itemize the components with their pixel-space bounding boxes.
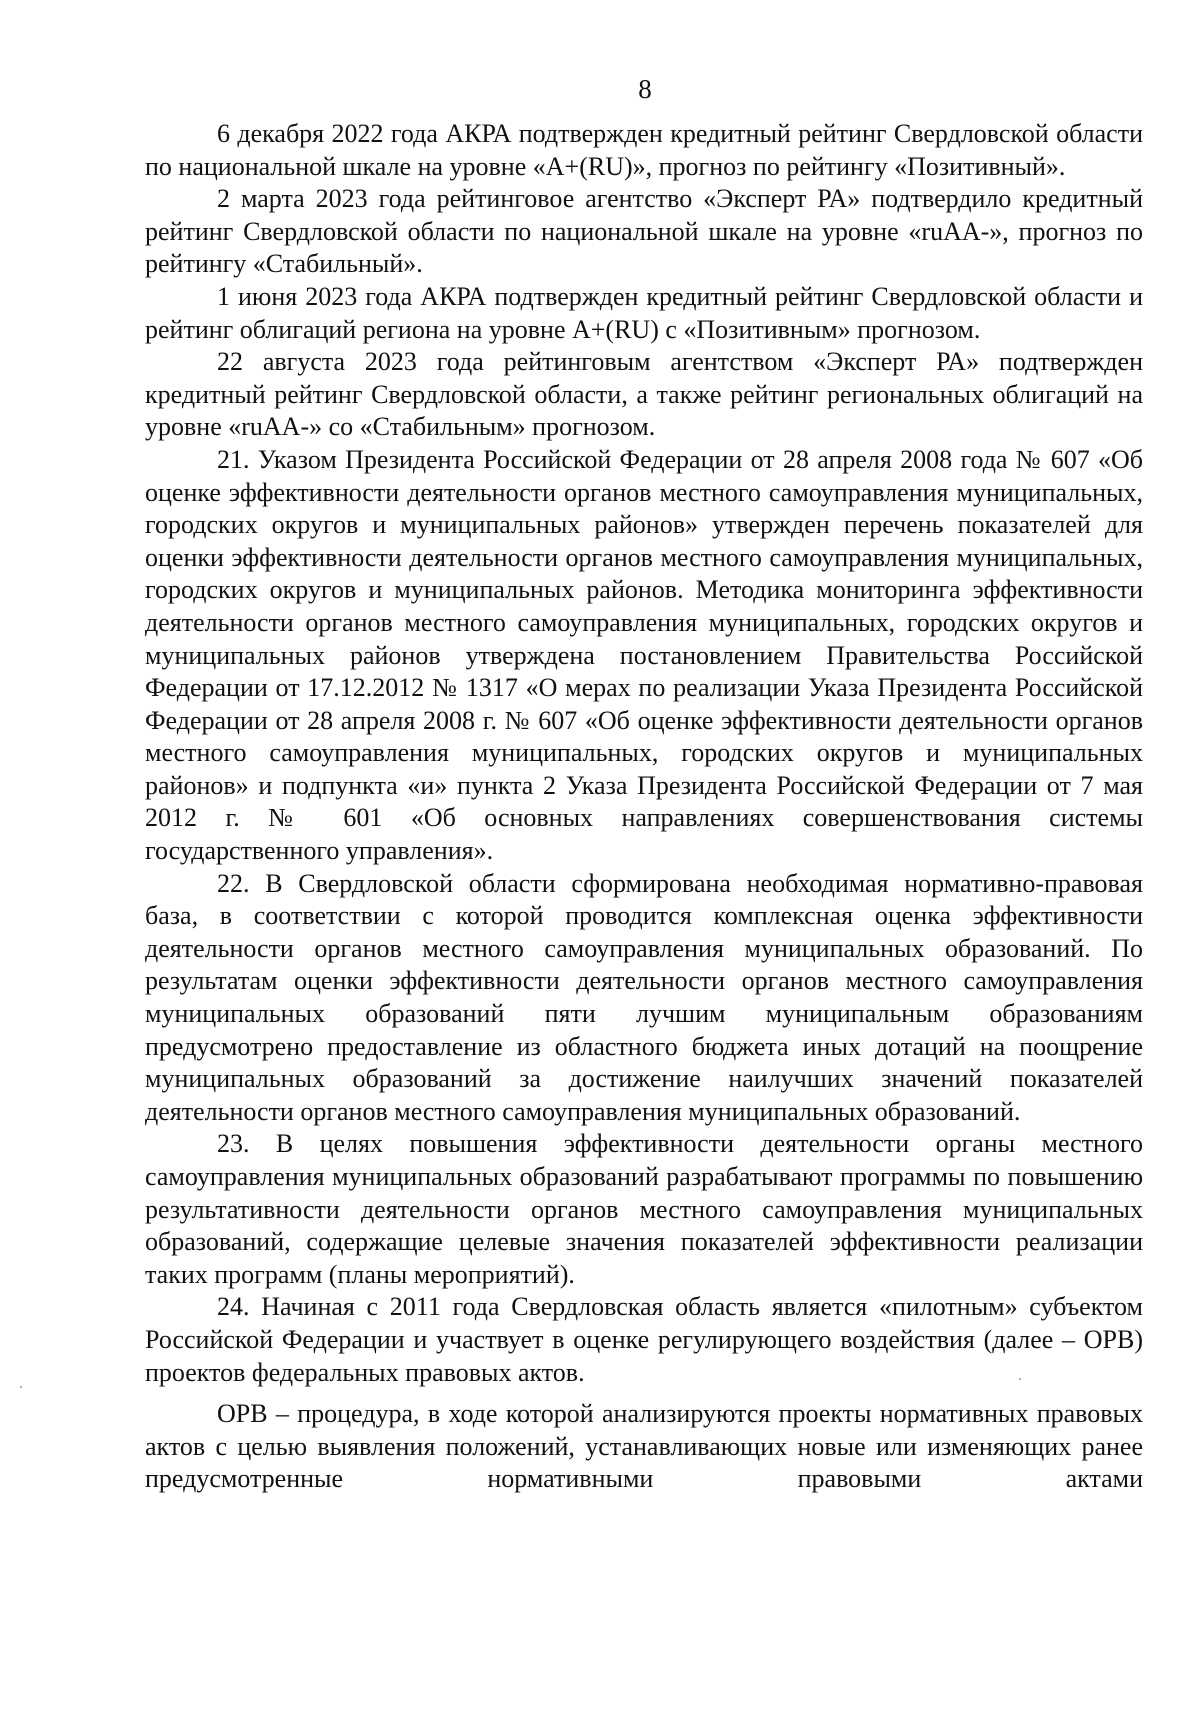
paragraph-item-24: 24. Начиная с 2011 года Свердловская область является «пилотным» субъектом Российской Федерации и участвует в оценке регулирующего воздействия (далее – ОРВ) проектов федеральных правовых актов. <box>145 1292 1143 1387</box>
paragraph-item-22: 22. В Свердловской области сформирована необходимая нормативно-правовая база, в соответствии с которой проводится комплексная оценка эффективности деятельности органов местного самоуправления муниципальных образований. По результатам оценки эффективности деятельности органов местного самоуправления муниципальных образований пяти лучшим муниципальным образованиям предусмотрено предоставление из областного бюджета иных дотаций на поощрение муниципальных образований за достижение наилучших значений показателей деятельности органов местного самоуправления муниципальных образований. <box>145 868 1143 1126</box>
paragraph-rating-akra-jun-2023: 1 июня 2023 года АКРА подтвержден кредитный рейтинг Свердловской области и рейтинг облигаций региона на уровне А+(RU) с «Позитивным» прогнозом. <box>145 281 1143 344</box>
paragraph-item-23: 23. В целях повышения эффективности деятельности органы местного самоуправления муниципальных образований разрабатывают программы по повышению результативности деятельности органов местного самоуправления муниципальных образований, содержащие целевые значения показателей эффективности реализации таких программ (планы мероприятий). <box>145 1129 1143 1289</box>
page-number: 8 <box>638 74 652 104</box>
document-body <box>145 118 1143 1496</box>
paragraph-orv-definition: ОРВ – процедура, в ходе которой анализируются проекты нормативных правовых актов с целью выявления положений, устанавливающих новые или изменяющих ранее предусмотренные нормативными правовыми актами <box>145 1399 1143 1494</box>
scan-speck <box>1019 1378 1021 1380</box>
paragraph-rating-akra-dec-2022: 6 декабря 2022 года АКРА подтвержден кредитный рейтинг Свердловской области по национальной шкале на уровне «А+(RU)», прогноз по рейтингу «Позитивный». <box>145 119 1143 181</box>
paragraph-item-21: 21. Указом Президента Российской Федерации от 28 апреля 2008 года № 607 «Об оценке эффективности деятельности органов местного самоуправления муниципальных, городских округов и муниципальных районов» утвержден перечень показателей для оценки эффективности деятельности органов местного самоуправления муниципальных, городских округов и муниципальных районов. Методика мониторинга эффективности деятельности органов местного самоуправления муниципальных, городских округов и муниципальных районов утверждена постановлением Правительства Российской Федерации от 17.12.2012 № 1317 «О мерах по реализации Указа Президента Российской Федерации от 28 апреля 2008 г. № 607 «Об оценке эффективности деятельности органов местного самоуправления муниципальных, городских округов и муниципальных районов» и подпункта «и» пункта 2 Указа Президента Российской Федерации от 7 мая 2012 г. № 601 «Об основных направлениях совершенствования системы государственного управления». <box>145 444 1143 866</box>
paragraph-rating-expert-ra-aug-2023: 22 августа 2023 года рейтинговым агентством «Эксперт РА» подтвержден кредитный рейтинг Свердловской области, а также рейтинг региональных облигаций на уровне «ruAA-» со «Стабильным» прогнозом. <box>145 347 1143 442</box>
scan-speck <box>20 1386 22 1388</box>
paragraph-rating-expert-ra-mar-2023: 2 марта 2023 года рейтинговое агентство «Эксперт РА» подтвердило кредитный рейтинг Свердловской области по национальной шкале на уровне «ruAA-», прогноз по рейтингу «Стабильный». <box>145 184 1143 279</box>
